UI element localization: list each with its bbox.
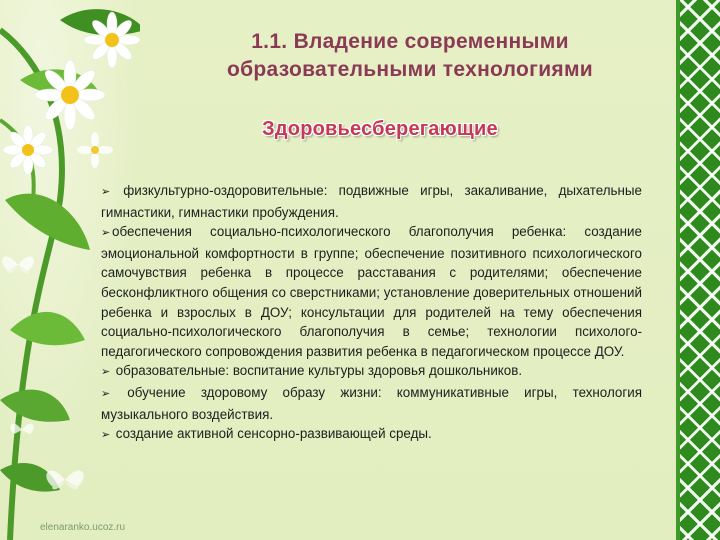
arrow-bullet-icon: ➢	[101, 366, 111, 379]
list-item	[101, 361, 642, 383]
arrow-bullet-icon: ➢	[101, 387, 111, 400]
list-item-text: создание активной сенсорно-развивающей среды.	[115, 426, 432, 442]
list-item-text: образовательные: воспитание культуры здоровья дошкольников.	[115, 363, 523, 379]
lattice-border	[680, 0, 720, 540]
list-item	[101, 222, 642, 361]
slide-subtitle: Здоровьесберегающие	[262, 118, 498, 140]
website-watermark: elenaranko.ucoz.ru	[40, 522, 126, 533]
technology-list	[101, 181, 642, 446]
list-item	[101, 424, 642, 446]
list-item	[101, 383, 642, 424]
list-item-text: обучение здоровому образу жизни: коммуникативные игры, технология музыкального воздействия.	[101, 384, 642, 422]
arrow-bullet-icon: ➢	[101, 186, 111, 198]
list-item-text: физкультурно-оздоровительные: подвижные игры, закаливание, дыхательные гимнастики, гимнастики пробуждения.	[101, 183, 642, 220]
list-item	[101, 181, 642, 222]
arrow-bullet-icon: ➢	[101, 429, 111, 442]
slide-title: 1.1. Владение современными образовательными технологиями	[226, 30, 594, 81]
list-item-text: обеспечения социально-психологического благополучия ребенка: создание эмоциональной комфортности в группе; обеспечение позитивного психологического самочувствия ребенка в процессе расставания с родителями; обеспечение бесконфликтного общения со сверстниками; установление доверительных отношений ребенка и взрослых в ДОУ; консультации для родителей на тему обеспечения социально-психологического благополучия в семье; технологии психолого-педагогического сопровождения развития ребенка в педагогическом процессе ДОУ.	[101, 224, 642, 359]
arrow-bullet-icon: ➢	[101, 227, 111, 240]
